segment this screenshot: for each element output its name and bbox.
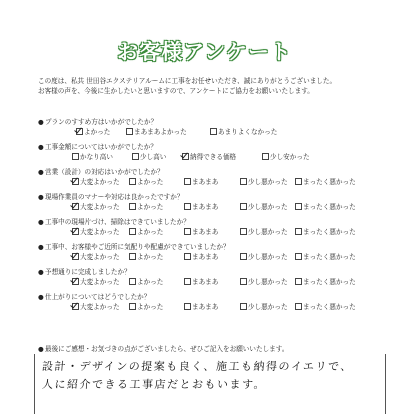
- option-7-4[interactable]: [240, 276, 288, 286]
- checkbox[interactable]: [240, 228, 247, 235]
- question-text: 予想通りに完成しましたか？: [45, 268, 131, 276]
- option-label: まあまあ: [192, 203, 219, 211]
- checked-checkbox[interactable]: [72, 303, 79, 310]
- option-3-4[interactable]: [240, 176, 288, 186]
- option-label: まったく悪かった: [303, 303, 356, 311]
- option-label: 大変よかった: [80, 228, 120, 236]
- option-label: 少し悪かった: [248, 253, 288, 261]
- option-2-1[interactable]: [72, 151, 113, 161]
- checkbox[interactable]: [184, 178, 191, 185]
- intro-text: [38, 76, 388, 96]
- question-text: 工事金額についてはいかがでしたか？: [45, 143, 157, 151]
- option-1-3[interactable]: [210, 126, 277, 136]
- checkbox[interactable]: [184, 228, 191, 235]
- checkbox[interactable]: [262, 153, 269, 160]
- option-8-2[interactable]: [129, 301, 163, 311]
- option-3-2[interactable]: [129, 176, 163, 186]
- option-label: よかった: [137, 228, 164, 236]
- option-1-2[interactable]: [126, 126, 187, 136]
- checkbox[interactable]: [295, 303, 302, 310]
- option-2-4[interactable]: [262, 151, 310, 161]
- option-6-3[interactable]: [184, 251, 218, 261]
- option-8-4[interactable]: [240, 301, 288, 311]
- question-text: 現場作業員のマナーや対応は良かったですか？: [45, 193, 184, 201]
- survey-title: お客様アンケート: [117, 40, 292, 64]
- option-label: よかった: [84, 128, 111, 136]
- question-1: [38, 116, 157, 126]
- option-6-2[interactable]: [129, 251, 163, 261]
- option-3-3[interactable]: [184, 176, 218, 186]
- option-label: まったく悪かった: [303, 203, 356, 211]
- checked-checkbox[interactable]: [72, 203, 79, 210]
- handwritten-comment-line-2: 人に紹介できる工事店だとおもいます。: [41, 378, 267, 391]
- final-prompt-text: 最後にご感想・お気づきの点がございましたら、ぜひご記入をお願いいたします。: [45, 345, 289, 353]
- option-6-4[interactable]: [240, 251, 288, 261]
- option-label: まあまあよかった: [134, 128, 187, 136]
- bullet-icon: ●: [38, 118, 44, 126]
- final-prompt: [38, 343, 288, 353]
- option-label: 少し安かった: [270, 153, 310, 161]
- question-text: 工事中の現場片づけ、掃除はできていましたか？: [45, 218, 190, 226]
- question-text: プランのすすめ方はいかがでしたか？: [45, 118, 158, 126]
- option-4-2[interactable]: [129, 201, 163, 211]
- question-text: 工事中、お客様やご近所に気配りや配慮ができていましたか？: [45, 243, 230, 251]
- option-label: 少し悪かった: [248, 228, 288, 236]
- checkbox[interactable]: [240, 203, 247, 210]
- option-4-5[interactable]: [295, 201, 356, 211]
- option-label: よかった: [137, 178, 164, 186]
- option-4-4[interactable]: [240, 201, 288, 211]
- option-label: 大変よかった: [80, 203, 120, 211]
- checked-checkbox[interactable]: [72, 253, 79, 260]
- checkbox[interactable]: [184, 303, 191, 310]
- option-7-2[interactable]: [129, 276, 163, 286]
- option-label: 少し悪かった: [248, 178, 288, 186]
- bullet-icon: ●: [38, 345, 44, 353]
- option-label: かなり高い: [80, 153, 113, 161]
- option-label: まあまあ: [192, 228, 219, 236]
- checkbox[interactable]: [184, 203, 191, 210]
- option-label: よかった: [137, 303, 164, 311]
- option-label: まったく悪かった: [303, 253, 356, 261]
- question-text: 仕上がりについてはどうでしたか？: [45, 293, 151, 301]
- option-label: まあまあ: [192, 178, 219, 186]
- option-label: まあまあ: [192, 253, 219, 261]
- checkbox[interactable]: [132, 153, 139, 160]
- option-label: よかった: [137, 253, 164, 261]
- checked-checkbox[interactable]: [72, 228, 79, 235]
- checkbox[interactable]: [129, 253, 136, 260]
- checked-checkbox[interactable]: [72, 178, 79, 185]
- option-label: よかった: [137, 203, 164, 211]
- option-label: 大変よかった: [80, 303, 120, 311]
- checkbox[interactable]: [240, 303, 247, 310]
- option-label: 少し悪かった: [248, 278, 288, 286]
- option-7-5[interactable]: [295, 276, 356, 286]
- option-8-5[interactable]: [295, 301, 356, 311]
- option-8-1[interactable]: [72, 301, 120, 311]
- checkbox[interactable]: [295, 278, 302, 285]
- checkbox[interactable]: [240, 278, 247, 285]
- option-7-1[interactable]: [72, 276, 120, 286]
- option-6-1[interactable]: [72, 251, 120, 261]
- option-2-2[interactable]: [132, 151, 166, 161]
- question-4: [38, 191, 183, 201]
- checkbox[interactable]: [295, 178, 302, 185]
- checkbox[interactable]: [129, 203, 136, 210]
- option-3-1[interactable]: [72, 176, 120, 186]
- option-label: よかった: [137, 278, 164, 286]
- handwritten-comment-line-1: 設計・デザインの提案も良く、施工も納得のイエリで、: [41, 360, 354, 373]
- question-2: [38, 141, 157, 151]
- option-label: まったく悪かった: [303, 178, 356, 186]
- option-label: 大変よかった: [80, 278, 120, 286]
- checkbox[interactable]: [210, 128, 217, 135]
- option-3-5[interactable]: [295, 176, 356, 186]
- option-label: まあまあ: [192, 278, 219, 286]
- checkbox[interactable]: [126, 128, 133, 135]
- option-label: あまりよくなかった: [218, 128, 278, 136]
- bullet-icon: ●: [38, 193, 44, 201]
- checked-checkbox[interactable]: [72, 278, 79, 285]
- option-label: 大変よかった: [80, 253, 120, 261]
- option-5-2[interactable]: [129, 226, 163, 236]
- question-5: [38, 216, 190, 226]
- checkbox[interactable]: [295, 253, 302, 260]
- bullet-icon: ●: [38, 268, 44, 276]
- checkbox[interactable]: [295, 228, 302, 235]
- option-2-3[interactable]: [182, 151, 236, 161]
- checked-checkbox[interactable]: [76, 128, 83, 135]
- option-label: まったく悪かった: [303, 228, 356, 236]
- option-4-3[interactable]: [184, 201, 218, 211]
- checkbox[interactable]: [240, 178, 247, 185]
- checkbox[interactable]: [72, 153, 79, 160]
- option-5-4[interactable]: [240, 226, 288, 236]
- option-5-3[interactable]: [184, 226, 218, 236]
- checkbox[interactable]: [129, 228, 136, 235]
- option-label: 大変よかった: [80, 178, 120, 186]
- bullet-icon: ●: [38, 218, 44, 226]
- checkbox[interactable]: [129, 303, 136, 310]
- option-label: 少し悪かった: [248, 303, 288, 311]
- bullet-icon: ●: [38, 293, 44, 301]
- checkbox[interactable]: [295, 203, 302, 210]
- question-6: [38, 241, 230, 251]
- option-6-5[interactable]: [295, 251, 356, 261]
- intro-line-1: この度は、私共 世田谷エクステリアルームに工事をお任せいただき、誠にありがとうございました。: [38, 77, 337, 85]
- bullet-icon: ●: [38, 243, 44, 251]
- question-8: [38, 291, 150, 301]
- option-label: 少し高い: [140, 153, 167, 161]
- option-label: 少し悪かった: [248, 203, 288, 211]
- checked-checkbox[interactable]: [182, 153, 189, 160]
- bullet-icon: ●: [38, 143, 44, 151]
- question-7: [38, 266, 131, 276]
- option-4-1[interactable]: [72, 201, 120, 211]
- checkbox[interactable]: [184, 278, 191, 285]
- question-3: [38, 166, 164, 176]
- option-1-1[interactable]: [76, 126, 110, 136]
- option-7-3[interactable]: [184, 276, 218, 286]
- question-text: 営業（設計）の対応はいかがでしたか？: [45, 168, 164, 176]
- checkbox[interactable]: [240, 253, 247, 260]
- checkbox[interactable]: [184, 253, 191, 260]
- option-5-1[interactable]: [72, 226, 120, 236]
- option-label: まあまあ: [192, 303, 219, 311]
- option-8-3[interactable]: [184, 301, 218, 311]
- bullet-icon: ●: [38, 168, 44, 176]
- checkbox[interactable]: [129, 178, 136, 185]
- option-label: 納得できる価格: [190, 153, 237, 161]
- option-5-5[interactable]: [295, 226, 356, 236]
- checkbox[interactable]: [129, 278, 136, 285]
- intro-line-2: お客様の声を、今後に生かしたいと思いますので、アンケートにご協力をお願いいたします。: [38, 87, 314, 95]
- option-label: まったく悪かった: [303, 278, 356, 286]
